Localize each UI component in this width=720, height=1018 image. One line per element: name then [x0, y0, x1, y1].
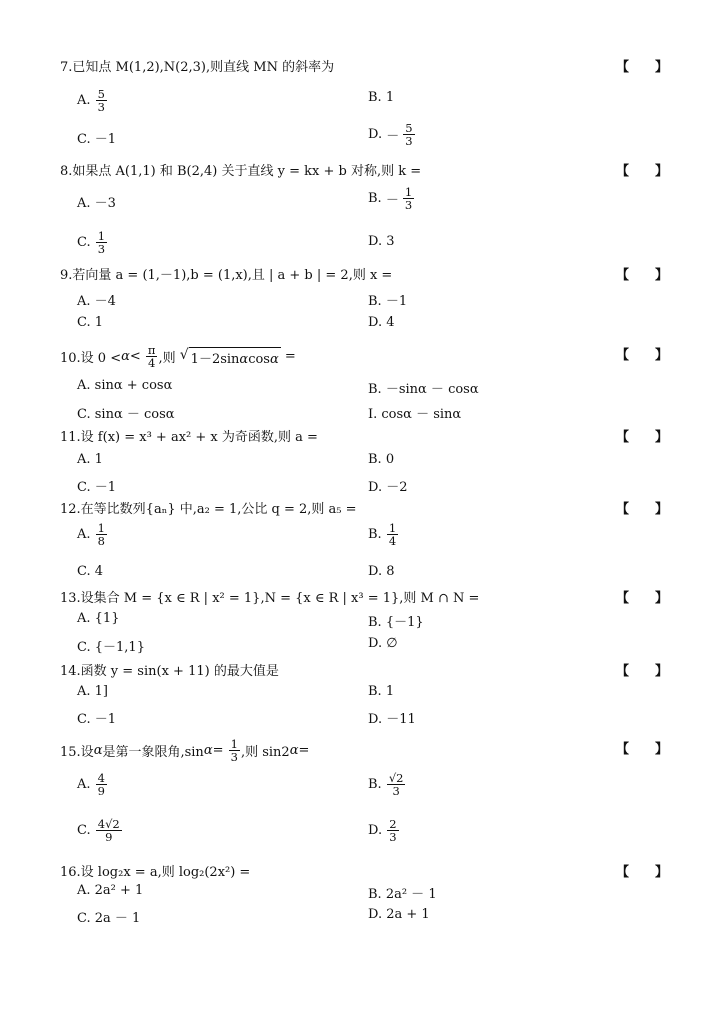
- option-a: A. 2a² + 1: [77, 883, 144, 898]
- question-stem: 7.已知点 M(1,2),N(2,3),则直线 MN 的斜率为: [60, 60, 335, 75]
- option-a: A. {1}: [77, 611, 120, 626]
- option-c: C. －1: [77, 712, 117, 727]
- answer-bracket: 【 】: [616, 865, 669, 880]
- fraction: $\frac{5}{3}$: [405, 121, 413, 149]
- question-stem: 12.在等比数列{aₙ} 中,a₂ = 1,公比 q = 2,则 a₅ =: [60, 502, 357, 517]
- option-d: D. 2a + 1: [368, 907, 430, 922]
- option-b: B. 0: [368, 452, 395, 467]
- option-a: A. －4: [77, 294, 116, 309]
- fraction: $\frac{1}{4}$: [388, 521, 397, 549]
- option-a: A. sinα + cosα: [77, 378, 173, 393]
- answer-bracket: 【 】: [616, 164, 669, 179]
- question-stem: 10.设 0 < α < $\frac{\pi}{4}$ ,则 √ 1－2sinαcosα =: [60, 343, 296, 371]
- option-c: C. $\frac{4√2}{9}$: [77, 817, 120, 845]
- radical: √ 1－2sinαcosα: [179, 346, 279, 367]
- fraction: $\frac{2}{3}$: [389, 817, 397, 845]
- option-b: B. －1: [368, 294, 408, 309]
- option-b: B. {－1}: [368, 615, 424, 630]
- option-a: A. $\frac{1}{8}$: [77, 521, 105, 549]
- option-c: C. 2a － 1: [77, 911, 141, 926]
- answer-bracket: 【 】: [616, 591, 669, 606]
- question-stem: 15.设 α 是第一象限角,sin α = $\frac{1}{3}$ ,则 sin2 α =: [60, 737, 310, 765]
- option-d: D. ∅: [368, 636, 398, 651]
- option-d: D. －2: [368, 480, 408, 495]
- option-d: D. 8: [368, 564, 395, 579]
- question-stem: 16.设 log₂x = a,则 log₂(2x²) =: [60, 865, 251, 880]
- fraction: $\frac{1}{3}$: [230, 737, 238, 765]
- option-d: D. $\frac{2}{3}$: [368, 817, 397, 845]
- option-b: B. －sinα － cosα: [368, 382, 479, 397]
- option-d: Ι. cosα － sinα: [368, 407, 462, 422]
- option-c: C. sinα － cosα: [77, 407, 175, 422]
- fraction: $\frac{1}{8}$: [97, 521, 105, 549]
- option-b: B. 1: [368, 90, 395, 105]
- fraction: $\frac{1}{3}$: [97, 229, 106, 257]
- answer-bracket: 【 】: [616, 742, 669, 757]
- option-b: B. 1: [368, 684, 395, 699]
- question-stem: 8.如果点 A(1,1) 和 B(2,4) 关于直线 y = kx + b 对称,则 k =: [60, 164, 422, 179]
- option-c: C. －1: [77, 480, 117, 495]
- option-d: D. － $\frac{5}{3}$: [368, 121, 413, 149]
- option-d: D. 4: [368, 315, 395, 330]
- answer-bracket: 【 】: [616, 502, 669, 517]
- option-c: C. $\frac{1}{3}$: [77, 229, 106, 257]
- option-c: C. {－1,1}: [77, 640, 145, 655]
- option-c: C. －1: [77, 132, 117, 147]
- option-a: A. $\frac{5}{3}$: [77, 87, 105, 115]
- question-stem: 13.设集合 M = {x ∈ R | x² = 1},N = {x ∈ R | x³ = 1},则 M ∩ N =: [60, 591, 480, 606]
- option-b: B. － $\frac{1}{3}$: [368, 185, 413, 213]
- question-stem: 14.函数 y = sin(x + 11) 的最大值是: [60, 664, 279, 679]
- answer-bracket: 【 】: [616, 60, 669, 75]
- option-d: D. －11: [368, 712, 416, 727]
- answer-bracket: 【 】: [616, 268, 669, 283]
- fraction: $\frac{1}{3}$: [404, 185, 413, 213]
- option-c: C. 4: [77, 564, 104, 579]
- fraction: $\frac{\pi}{4}$: [147, 343, 156, 371]
- answer-bracket: 【 】: [616, 348, 669, 363]
- fraction: $\frac{√2}{3}$: [388, 771, 404, 799]
- option-a: A. －3: [77, 196, 116, 211]
- fraction: $\frac{4}{9}$: [97, 771, 105, 799]
- option-a: A. 1: [77, 452, 103, 467]
- option-b: B. $\frac{1}{4}$: [368, 521, 397, 549]
- fraction: $\frac{4√2}{9}$: [97, 817, 120, 845]
- option-b: B. 2a² － 1: [368, 887, 437, 902]
- answer-bracket: 【 】: [616, 430, 669, 445]
- option-a: A. 1]: [77, 684, 108, 699]
- option-c: C. 1: [77, 315, 104, 330]
- option-d: D. 3: [368, 234, 395, 249]
- option-b: B. $\frac{√2}{3}$: [368, 771, 404, 799]
- option-a: A. $\frac{4}{9}$: [77, 771, 105, 799]
- question-stem: 11.设 f(x) = x³ + ax² + x 为奇函数,则 a =: [60, 430, 318, 445]
- answer-bracket: 【 】: [616, 664, 669, 679]
- fraction: $\frac{5}{3}$: [97, 87, 105, 115]
- question-stem: 9.若向量 a = (1,－1),b = (1,x),且 | a + b | = 2,则 x =: [60, 268, 393, 283]
